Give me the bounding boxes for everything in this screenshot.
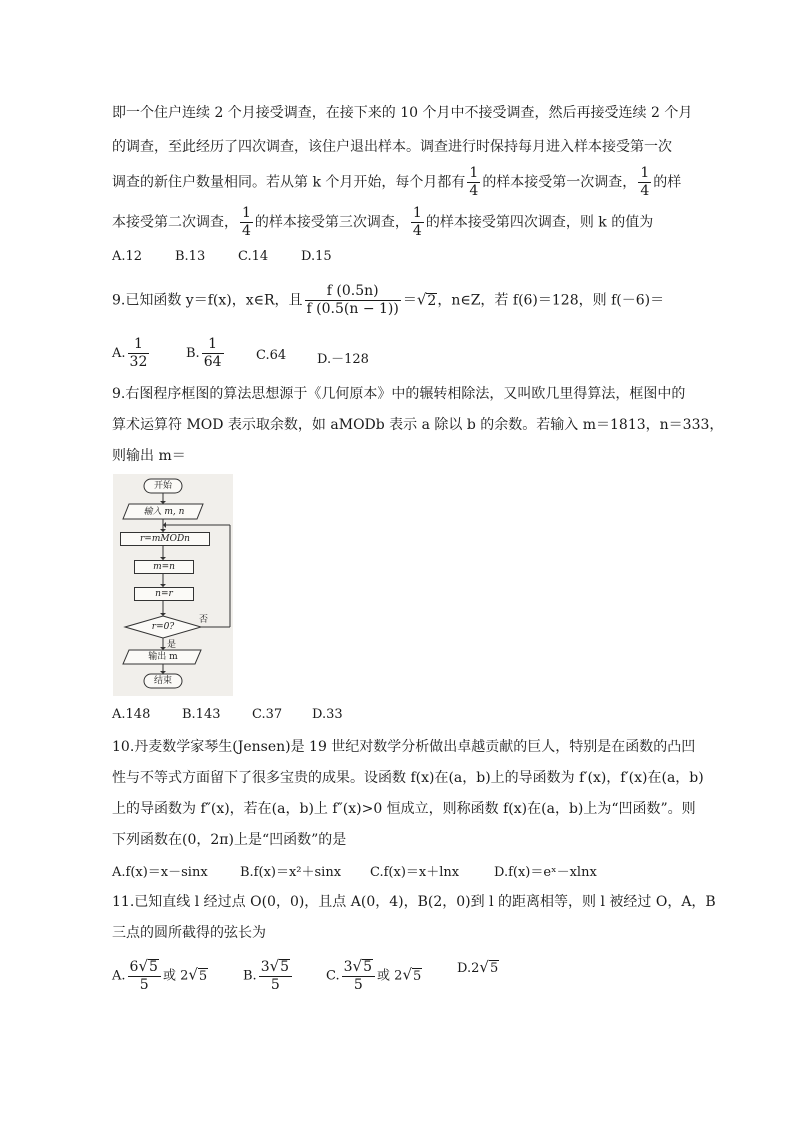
q9a-option-c: C.64: [256, 348, 287, 363]
q11-option-b: B. $\frac{3√5}{5}$: [243, 958, 294, 994]
fraction: $\frac{f (0.5n)}{f (0.5(n - 1))}$: [306, 283, 399, 317]
sqrt-icon: √: [269, 957, 280, 975]
q9b-option-c: C.37: [252, 707, 283, 722]
q10-line-1: 10.丹麦数学家琴生(Jensen)是 19 世纪对数学分析做出卓越贡献的巨人，特别是在函数的凸凹: [112, 739, 696, 755]
q10-option-c: C.f(x)＝x＋lnx: [370, 865, 460, 880]
q8-line-4-b: 的样本接受第三次调查，: [254, 214, 409, 231]
flowchart-condition: r=0?: [151, 622, 175, 632]
equals-sign: ＝: [402, 292, 417, 309]
fraction: $\frac{1}{4}$: [469, 165, 479, 199]
flowchart-end: 结束: [153, 676, 172, 686]
q8-option-a: A.12: [112, 249, 143, 264]
sqrt-icon: √: [138, 957, 149, 975]
q8-line-3-a: 调查的新住户数量相同。若从第 k 个月开始，每个月都有: [112, 174, 466, 191]
q8-line-3-b: 的样本接受第一次调查，: [482, 174, 637, 191]
flowchart-yes-label: 是: [167, 640, 177, 650]
q9b-line-1: 9.右图程序框图的算法思想源于《几何原本》中的辗转相除法，又叫欧几里得算法，框图中的: [112, 386, 686, 402]
sqrt-icon: √: [188, 965, 198, 984]
q8-line-2: 的调查，至此经历了四次调查，该住户退出样本。调查进行时保持每月进入样本接受第一次: [112, 139, 672, 155]
flowchart-assign-m: m=n: [134, 560, 194, 574]
q11-line-1: 11.已知直线 l 经过点 O(0，0)，且点 A(0，4)，B(2，0)到 l 的距离相等，则 l 被经过 O，A，B: [112, 894, 716, 910]
q10-option-a: A.f(x)＝x－sinx: [112, 865, 208, 880]
q8-line-3-c: 的样: [653, 174, 682, 191]
q10-line-2: 性与不等式方面留下了很多宝贵的成果。设函数 f(x)在(a，b)上的导函数为 f′(x)，f′(x)在(a，b): [112, 770, 704, 786]
flowchart-output: 输出 m: [148, 652, 178, 662]
q8-option-c: C.14: [238, 249, 269, 264]
q11-line-2: 三点的圆所截得的弦长为: [112, 925, 266, 941]
q8-line-4-a: 本接受第二次调查，: [112, 214, 238, 231]
q11-option-a: A. $\frac{6√5}{5}$ 或 2√5: [112, 957, 208, 993]
q9b-option-d: D.33: [312, 707, 343, 722]
q10-option-d: D.f(x)＝eˣ－xlnx: [494, 865, 597, 880]
q8-line-1: 即一个住户连续 2 个月接受调查，在接下来的 10 个月中不接受调查，然后再接受连续 2 个月: [112, 105, 693, 121]
q8-option-d: D.15: [301, 249, 332, 264]
q9a-stem: [112, 283, 664, 318]
sqrt-icon: √: [352, 957, 363, 975]
q11-option-c: C. $\frac{3√5}{5}$ 或 2√5: [326, 957, 422, 993]
q10-line-3: 上的导函数为 f″(x)，若在(a，b)上 f″(x)>0 恒成立，则称函数 f(x)在(a，b)上为“凹函数”。则: [112, 801, 696, 817]
fraction: $\frac{1}{4}$: [242, 205, 251, 239]
q9b-line-2: 算术运算符 MOD 表示取余数，如 aMODb 表示 a 除以 b 的余数。若输入 m＝1813，n＝333，: [112, 417, 724, 433]
q8-option-b: B.13: [175, 249, 206, 264]
q10-line-4: 下列函数在(0，2π)上是“凹函数”的是: [112, 832, 347, 848]
flowchart-input: 输入 m, n: [143, 507, 185, 517]
q9b-option-b: B.143: [182, 707, 221, 722]
fraction: $\frac{1}{4}$: [412, 205, 422, 239]
q9b-line-3: 则输出 m＝: [112, 448, 186, 464]
q10-option-b: B.f(x)＝x²＋sinx: [240, 865, 342, 880]
sqrt-icon: √: [402, 965, 412, 984]
fraction: $\frac{1}{4}$: [640, 165, 650, 199]
q9b-option-a: A.148: [112, 707, 151, 722]
q9a-option-d: D.－128: [317, 352, 369, 367]
q9a-suffix: ，n∈Z，若 f(6)＝128，则 f(－6)＝: [437, 292, 665, 309]
flowchart-assign-n: n=r: [134, 587, 194, 601]
flowchart: [113, 474, 233, 696]
q9a-prefix: 9.已知函数 y＝f(x)，x∈R，且: [112, 292, 303, 309]
q8-line-4: [112, 205, 653, 240]
sqrt-radicand: 2: [427, 292, 437, 309]
flowchart-no-label: 否: [199, 615, 209, 625]
q8-line-3: [112, 165, 681, 200]
flowchart-start: 开始: [153, 481, 172, 491]
q8-line-4-c: 的样本接受第四次调查，则 k 的值为: [425, 214, 654, 231]
flowchart-mod-step: r=mMODn: [120, 532, 210, 546]
sqrt-icon: √: [416, 290, 427, 309]
q9a-option-a: A. $\frac{1}{32}$: [112, 336, 148, 370]
q11-option-d: D.2√5: [457, 958, 499, 976]
q9a-option-b: B. $\frac{1}{64}$: [186, 336, 222, 370]
sqrt-icon: √: [479, 958, 489, 976]
